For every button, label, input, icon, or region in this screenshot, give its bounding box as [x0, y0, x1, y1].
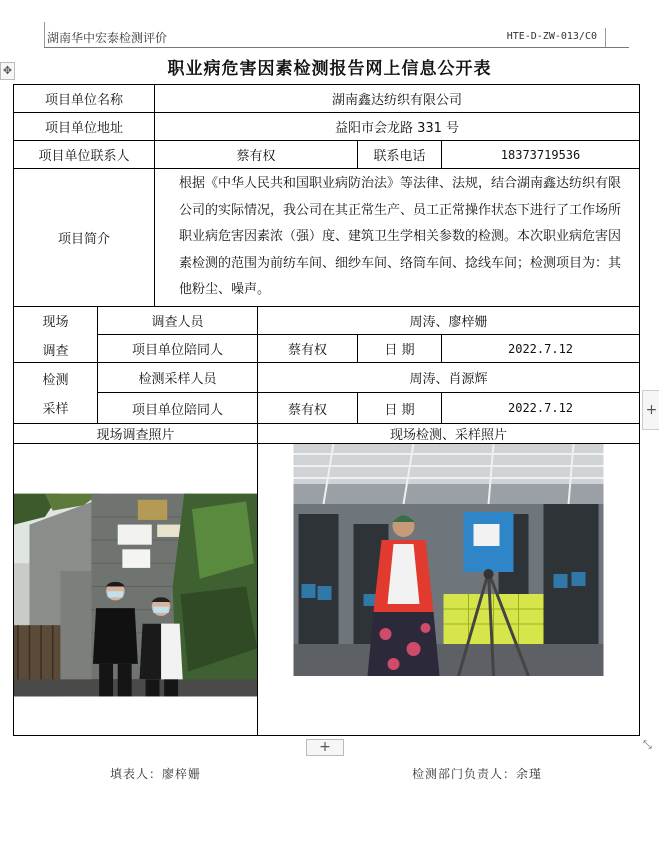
unit-address-label: 项目单位地址 — [14, 113, 155, 141]
sampling-escort-value[interactable]: 蔡有权 — [258, 393, 358, 424]
sampling-section-label — [14, 363, 98, 424]
survey-photo[interactable] — [14, 464, 257, 726]
sampling-label-line2: 采样 — [42, 402, 69, 417]
survey-escort-label: 项目单位陪同人 — [98, 335, 258, 363]
survey-photo-cell — [14, 444, 258, 736]
sampling-escort-label: 项目单位陪同人 — [98, 393, 258, 424]
sampling-date-label: 日 期 — [358, 393, 442, 424]
survey-escort-value[interactable]: 蔡有权 — [258, 335, 358, 363]
phone-value[interactable]: 18373719536 — [442, 141, 640, 169]
sampling-date-value[interactable]: 2022.7.12 — [442, 393, 640, 424]
investigator-value[interactable]: 周涛、廖梓姗 — [258, 307, 640, 335]
header-company: 湖南华中宏泰检测评价 — [47, 31, 168, 45]
header-margin-mark-left — [44, 22, 45, 47]
disclosure-table — [13, 84, 640, 736]
table-resize-handle-icon[interactable]: ⤡ — [643, 738, 652, 751]
sampler-label: 检测采样人员 — [98, 363, 258, 393]
table-row — [14, 113, 640, 141]
contact-label: 项目单位联系人 — [14, 141, 155, 169]
sampling-label-line1: 检测 — [42, 373, 69, 388]
header-rule — [44, 47, 629, 48]
sampling-photo-label: 现场检测、采样照片 — [258, 424, 640, 444]
table-row — [14, 307, 640, 335]
add-row-button[interactable]: + — [306, 739, 344, 756]
filler-signature: 填表人：廖梓姗 — [110, 767, 202, 781]
table-row — [14, 85, 640, 113]
survey-label-line1: 现场 — [42, 314, 69, 330]
table-row — [14, 141, 640, 169]
table-row — [14, 393, 640, 424]
header-margin-mark-right — [605, 28, 606, 47]
survey-date-value[interactable]: 2022.7.12 — [442, 335, 640, 363]
phone-label: 联系电话 — [358, 141, 442, 169]
table-move-handle-icon[interactable]: ✥ — [0, 62, 15, 80]
table-row — [14, 424, 640, 444]
header-doc-code: HTE-D-ZW-013/C0 — [506, 31, 597, 42]
survey-section-label — [14, 307, 98, 363]
add-column-button[interactable]: + — [642, 390, 659, 430]
sampling-photo-cell — [258, 444, 640, 736]
sampling-photo[interactable] — [258, 444, 639, 676]
intro-label: 项目简介 — [14, 169, 155, 307]
unit-name-label: 项目单位名称 — [14, 85, 155, 113]
contact-value[interactable]: 蔡有权 — [155, 141, 358, 169]
unit-address-value[interactable]: 益阳市会龙路 331 号 — [155, 113, 640, 141]
table-row — [14, 335, 640, 363]
table-row — [14, 363, 640, 393]
unit-name-value[interactable]: 湖南鑫达纺织有限公司 — [155, 85, 640, 113]
intro-text[interactable]: 根据《中华人民共和国职业病防治法》等法律、法规，结合湖南鑫达纺织有限公司的实际情况，我公司在其正常生产、员工正常操作状态下进行了工作场所职业病危害因素浓（强）度、建筑卫生学相关参数的检测。本次职业病危害因素检测的范围为前纺车间、细纱车间、络筒车间、捻线车间；检测项目为：其他粉尘、噪声。 — [155, 169, 640, 307]
department-head-signature: 检测部门负责人：余瑾 — [412, 767, 543, 781]
table-row — [14, 444, 640, 736]
survey-label-line2: 调查 — [42, 343, 69, 359]
survey-date-label: 日 期 — [358, 335, 442, 363]
sampler-value[interactable]: 周涛、肖源辉 — [258, 363, 640, 393]
investigator-label: 调查人员 — [98, 307, 258, 335]
survey-photo-label: 现场调查照片 — [14, 424, 258, 444]
table-row — [14, 169, 640, 307]
page-title: 职业病危害因素检测报告网上信息公开表 — [167, 59, 492, 79]
